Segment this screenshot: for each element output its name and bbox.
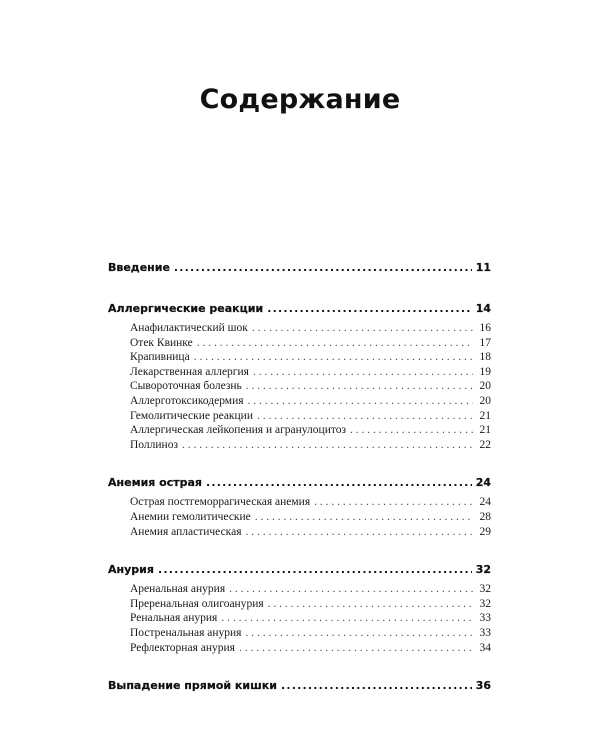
page-number: 32: [479, 597, 491, 610]
dot-leader: [253, 365, 473, 380]
toc-subentry[interactable]: [108, 394, 491, 409]
page-number: 28: [479, 510, 491, 523]
toc-section: [108, 560, 491, 655]
chapter-title: Анемия острая: [108, 476, 202, 490]
page-number: 32: [475, 563, 491, 577]
dot-leader: [239, 641, 473, 656]
subentry-title: Острая постгеморрагическая анемия: [130, 496, 311, 509]
subentry-title: Рефлекторная анурия: [130, 641, 235, 654]
toc-subentry[interactable]: [108, 495, 491, 510]
subentry-title: Лекарственная аллергия: [130, 365, 249, 378]
dot-leader: [194, 350, 473, 365]
subentry-title: Аллерготоксикодермия: [130, 394, 244, 407]
toc-section: [108, 299, 491, 452]
page-number: 36: [475, 679, 491, 693]
toc-subentry[interactable]: [108, 336, 491, 351]
chapter-title: Аллергические реакции: [108, 302, 264, 315]
page-number: 21: [479, 409, 491, 422]
page-number: 17: [479, 336, 491, 349]
dot-leader: [246, 379, 473, 394]
toc-subentry[interactable]: [108, 597, 491, 612]
dot-leader: [245, 626, 473, 641]
table-of-contents: [108, 258, 491, 717]
toc-chapter-entry[interactable]: [108, 299, 491, 319]
chapter-title: Введение: [108, 261, 170, 274]
toc-subentry[interactable]: [108, 321, 491, 336]
toc-subentries: [108, 321, 491, 452]
page-number: 20: [479, 394, 491, 407]
toc-subentry[interactable]: [108, 641, 491, 656]
page-number: 18: [479, 351, 491, 364]
dot-leader: [245, 525, 473, 540]
chapter-title: Анурия: [108, 563, 154, 577]
toc-section: [108, 473, 491, 539]
page-number: 11: [475, 261, 491, 274]
dot-leader: [248, 394, 473, 409]
toc-subentry[interactable]: [108, 350, 491, 365]
dot-leader: [182, 438, 473, 453]
page-number: 20: [479, 380, 491, 393]
toc-subentries: [108, 582, 491, 655]
subentry-title: Анемии гемолитические: [130, 510, 251, 523]
toc-subentry[interactable]: [108, 510, 491, 525]
dot-leader: [267, 299, 471, 319]
subentry-title: Гемолитические реакции: [130, 409, 253, 422]
subentry-title: Поллиноз: [130, 438, 178, 451]
subentry-title: Сывороточная болезнь: [130, 380, 242, 393]
page-number: 21: [479, 424, 491, 437]
toc-subentry[interactable]: [108, 438, 491, 453]
subentry-title: Аллергическая лейкопения и агранулоцитоз: [130, 424, 347, 437]
page-number: 24: [475, 476, 491, 490]
dot-leader: [268, 597, 473, 612]
page-number: 24: [479, 496, 491, 509]
toc-subentry[interactable]: [108, 365, 491, 380]
page-number: 29: [479, 525, 491, 538]
dot-leader: [350, 423, 473, 438]
toc-subentry[interactable]: [108, 423, 491, 438]
dot-leader: [257, 409, 473, 424]
toc-chapter-entry[interactable]: [108, 560, 491, 580]
toc-chapter-entry[interactable]: [108, 473, 491, 493]
toc-subentry[interactable]: [108, 611, 491, 626]
page-number: 16: [479, 322, 491, 334]
subentry-title: Анафилактический шок: [130, 322, 248, 334]
subentry-title: Анемия апластическая: [130, 525, 242, 538]
page-number: 19: [479, 365, 491, 378]
dot-leader: [229, 582, 473, 597]
subentry-title: Крапивница: [130, 351, 190, 364]
toc-chapter-entry[interactable]: [108, 258, 491, 278]
page-number: 22: [479, 438, 491, 451]
page-number: 32: [479, 583, 491, 596]
toc-subentry[interactable]: [108, 409, 491, 424]
toc-chapter-entry[interactable]: [108, 676, 491, 696]
toc-subentry[interactable]: [108, 582, 491, 597]
dot-leader: [206, 473, 472, 493]
page-title: Содержание: [199, 84, 401, 115]
page-number: 33: [479, 612, 491, 625]
subentry-title: Отек Квинке: [130, 336, 193, 349]
dot-leader: [314, 495, 473, 510]
dot-leader: [281, 676, 472, 696]
toc-section: [108, 258, 491, 278]
subentry-title: Ренальная анурия: [130, 612, 218, 625]
subentry-title: Аренальная анурия: [130, 583, 226, 596]
subentry-title: Преренальная олигоанурия: [130, 597, 264, 610]
dot-leader: [174, 258, 472, 278]
dot-leader: [252, 321, 473, 336]
toc-section: [108, 676, 491, 696]
dot-leader: [158, 560, 472, 580]
subentry-title: Постренальная анурия: [130, 626, 242, 639]
page-number: 34: [479, 641, 491, 654]
toc-subentry[interactable]: [108, 626, 491, 641]
dot-leader: [197, 336, 473, 351]
dot-leader: [255, 510, 473, 525]
toc-subentry[interactable]: [108, 379, 491, 394]
toc-subentries: [108, 495, 491, 539]
chapter-title: Выпадение прямой кишки: [108, 679, 277, 693]
toc-subentry[interactable]: [108, 525, 491, 540]
dot-leader: [221, 611, 473, 626]
page-number: 14: [475, 302, 491, 315]
page-number: 33: [479, 626, 491, 639]
